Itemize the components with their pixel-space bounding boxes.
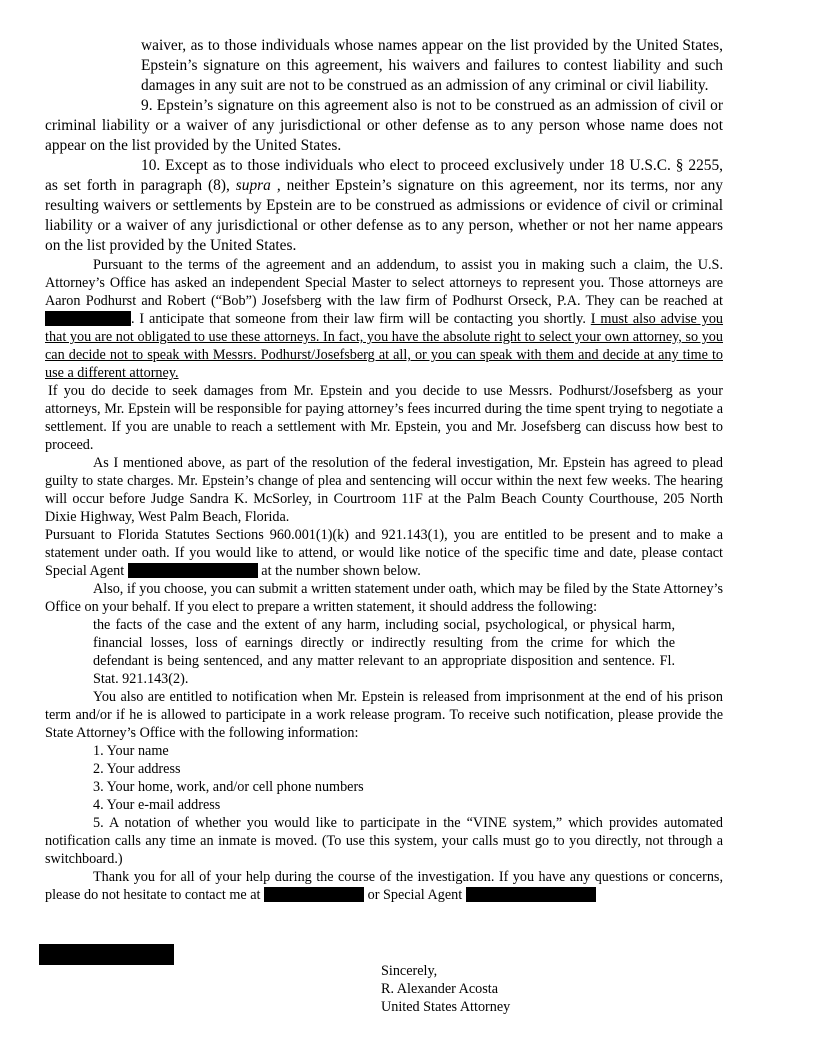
paragraph-written-statement: Also, if you choose, you can submit a written statement under oath, which may be filed by the State Attorney’s Office on your behalf. If you elect to prepare a written statement, it should address the following: <box>45 581 723 615</box>
redaction-bar <box>45 311 131 326</box>
signature-block <box>381 962 510 1016</box>
clause-9: 9. Epstein’s signature on this agreement also is not to be construed as an admission of civil or criminal liability or a waiver of any jurisdictional or other defense as to any person whose name does not appear on the list provided by the United States. <box>45 97 723 154</box>
paragraph-release: You also are entitled to notification when Mr. Epstein is released from imprisonment at the end of his prison term and/or if he is allowed to participate in a work release program. To receive such notification, please provide the State Attorney’s Office with the following information: <box>45 689 723 741</box>
redaction-bar <box>466 887 596 902</box>
signer-name: R. Alexander Acosta <box>381 981 499 997</box>
list-item: 1. Your name <box>93 743 169 759</box>
list-item: 2. Your address <box>93 761 181 777</box>
paragraph-attorneys: Pursuant to the terms of the agreement and an addendum, to assist you in making such a claim, the U.S. Attorney’s Office has asked an independent Special Master to select attorneys to represent you. Those attorneys are Aaron Podhurst and Robert (“Bob”) Josefsberg with the law firm of Podhurst Orseck, P.A. They can be reached at . I anticipate that someone from their law firm will be contacting you shortly. I must also advise you that you are not obligated to use these attorneys. In fact, you have the absolute right to select your own attorney, so you can decide not to speak with Messrs. Podhurst/Josefsberg at all, or you can speak with them and decide at any time to use a different attorney. <box>45 257 724 381</box>
paragraph-statutes: Pursuant to Florida Statutes Sections 960.001(1)(k) and 921.143(1), you are entitled to be present and to make a statement under oath. If you would like to attend, or would like notice of the specific time and date, please contact Special Agent at the number shown below. <box>45 527 723 579</box>
underlined-advisory: I must also advise you that you are not obligated to use these attorneys. In fact, you have the absolute right to select your own attorney, so you can decide not to speak with Messrs. Podhurst/Josefsberg at all, or you can speak with them and decide at any time to use a different attorney. <box>45 311 724 381</box>
list-item: 3. Your home, work, and/or cell phone numbers <box>93 779 364 795</box>
statute-quote: the facts of the case and the extent of any harm, including social, psychological, or physical harm, financial losses, loss of earnings directly or indirectly resulting from the crime for which the defendant is being sentenced, and any matter relevant to an appropriate disposition and sentence. Fl. Stat. 921.143(2). <box>93 617 675 687</box>
signer-title: United States Attorney <box>381 999 511 1015</box>
letter-body <box>45 36 723 904</box>
paragraph-fees: If you do decide to seek damages from Mr. Epstein and you decide to use Messrs. Podhurst/Josefsberg as your attorneys, Mr. Epstein will be responsible for paying attorney’s fees incurred during the time spent trying to negotiate a settlement. If you are unable to reach a settlement with Mr. Epstein, you and Mr. Josefsberg can discuss how best to proceed. <box>45 383 723 453</box>
clause-continuation: waiver, as to those individuals whose names appear on the list provided by the United States, Epstein’s signature on this agreement, his waivers and failures to contest liability and such damages in any suit are not to be construed as an admission of any criminal or civil liability. <box>141 37 723 94</box>
redaction-bar <box>128 563 258 578</box>
redaction-bar <box>264 887 364 902</box>
paragraph-closing: Thank you for all of your help during the course of the investigation. If you have any questions or concerns, please do not hesitate to contact me at or Special Agent <box>45 869 723 903</box>
valediction: Sincerely, <box>381 963 438 979</box>
list-item: 4. Your e-mail address <box>93 797 221 813</box>
paragraph-plea: As I mentioned above, as part of the resolution of the federal investigation, Mr. Epstein has agreed to plead guilty to state charges. Mr. Epstein’s change of plea and sentencing will occur within the next few weeks. The hearing will occur before Judge Sandra K. McSorley, in Courtroom 11F at the Palm Beach County Courthouse, 205 North Dixie Highway, West Palm Beach, Florida. <box>45 455 723 525</box>
list-item: 5. A notation of whether you would like to participate in the “VINE system,” which provides automated notification calls any time an inmate is moved. (To use this system, your calls must go to you directly, not through a switchboard.) <box>45 815 723 867</box>
redaction-bar <box>39 944 174 965</box>
supra-italic: supra <box>235 177 271 194</box>
clause-10: 10. Except as to those individuals who elect to proceed exclusively under 18 U.S.C. § 2255, as set forth in paragraph (8), supra , neither Epstein’s signature on this agreement, nor its terms, nor any resulting waivers or settlements by Epstein are to be construed as admissions or evidence of civil or criminal liability or a waiver of any jurisdictional or other defense as to any person, whether or not her name appears on the list provided by the United States. <box>45 157 723 254</box>
